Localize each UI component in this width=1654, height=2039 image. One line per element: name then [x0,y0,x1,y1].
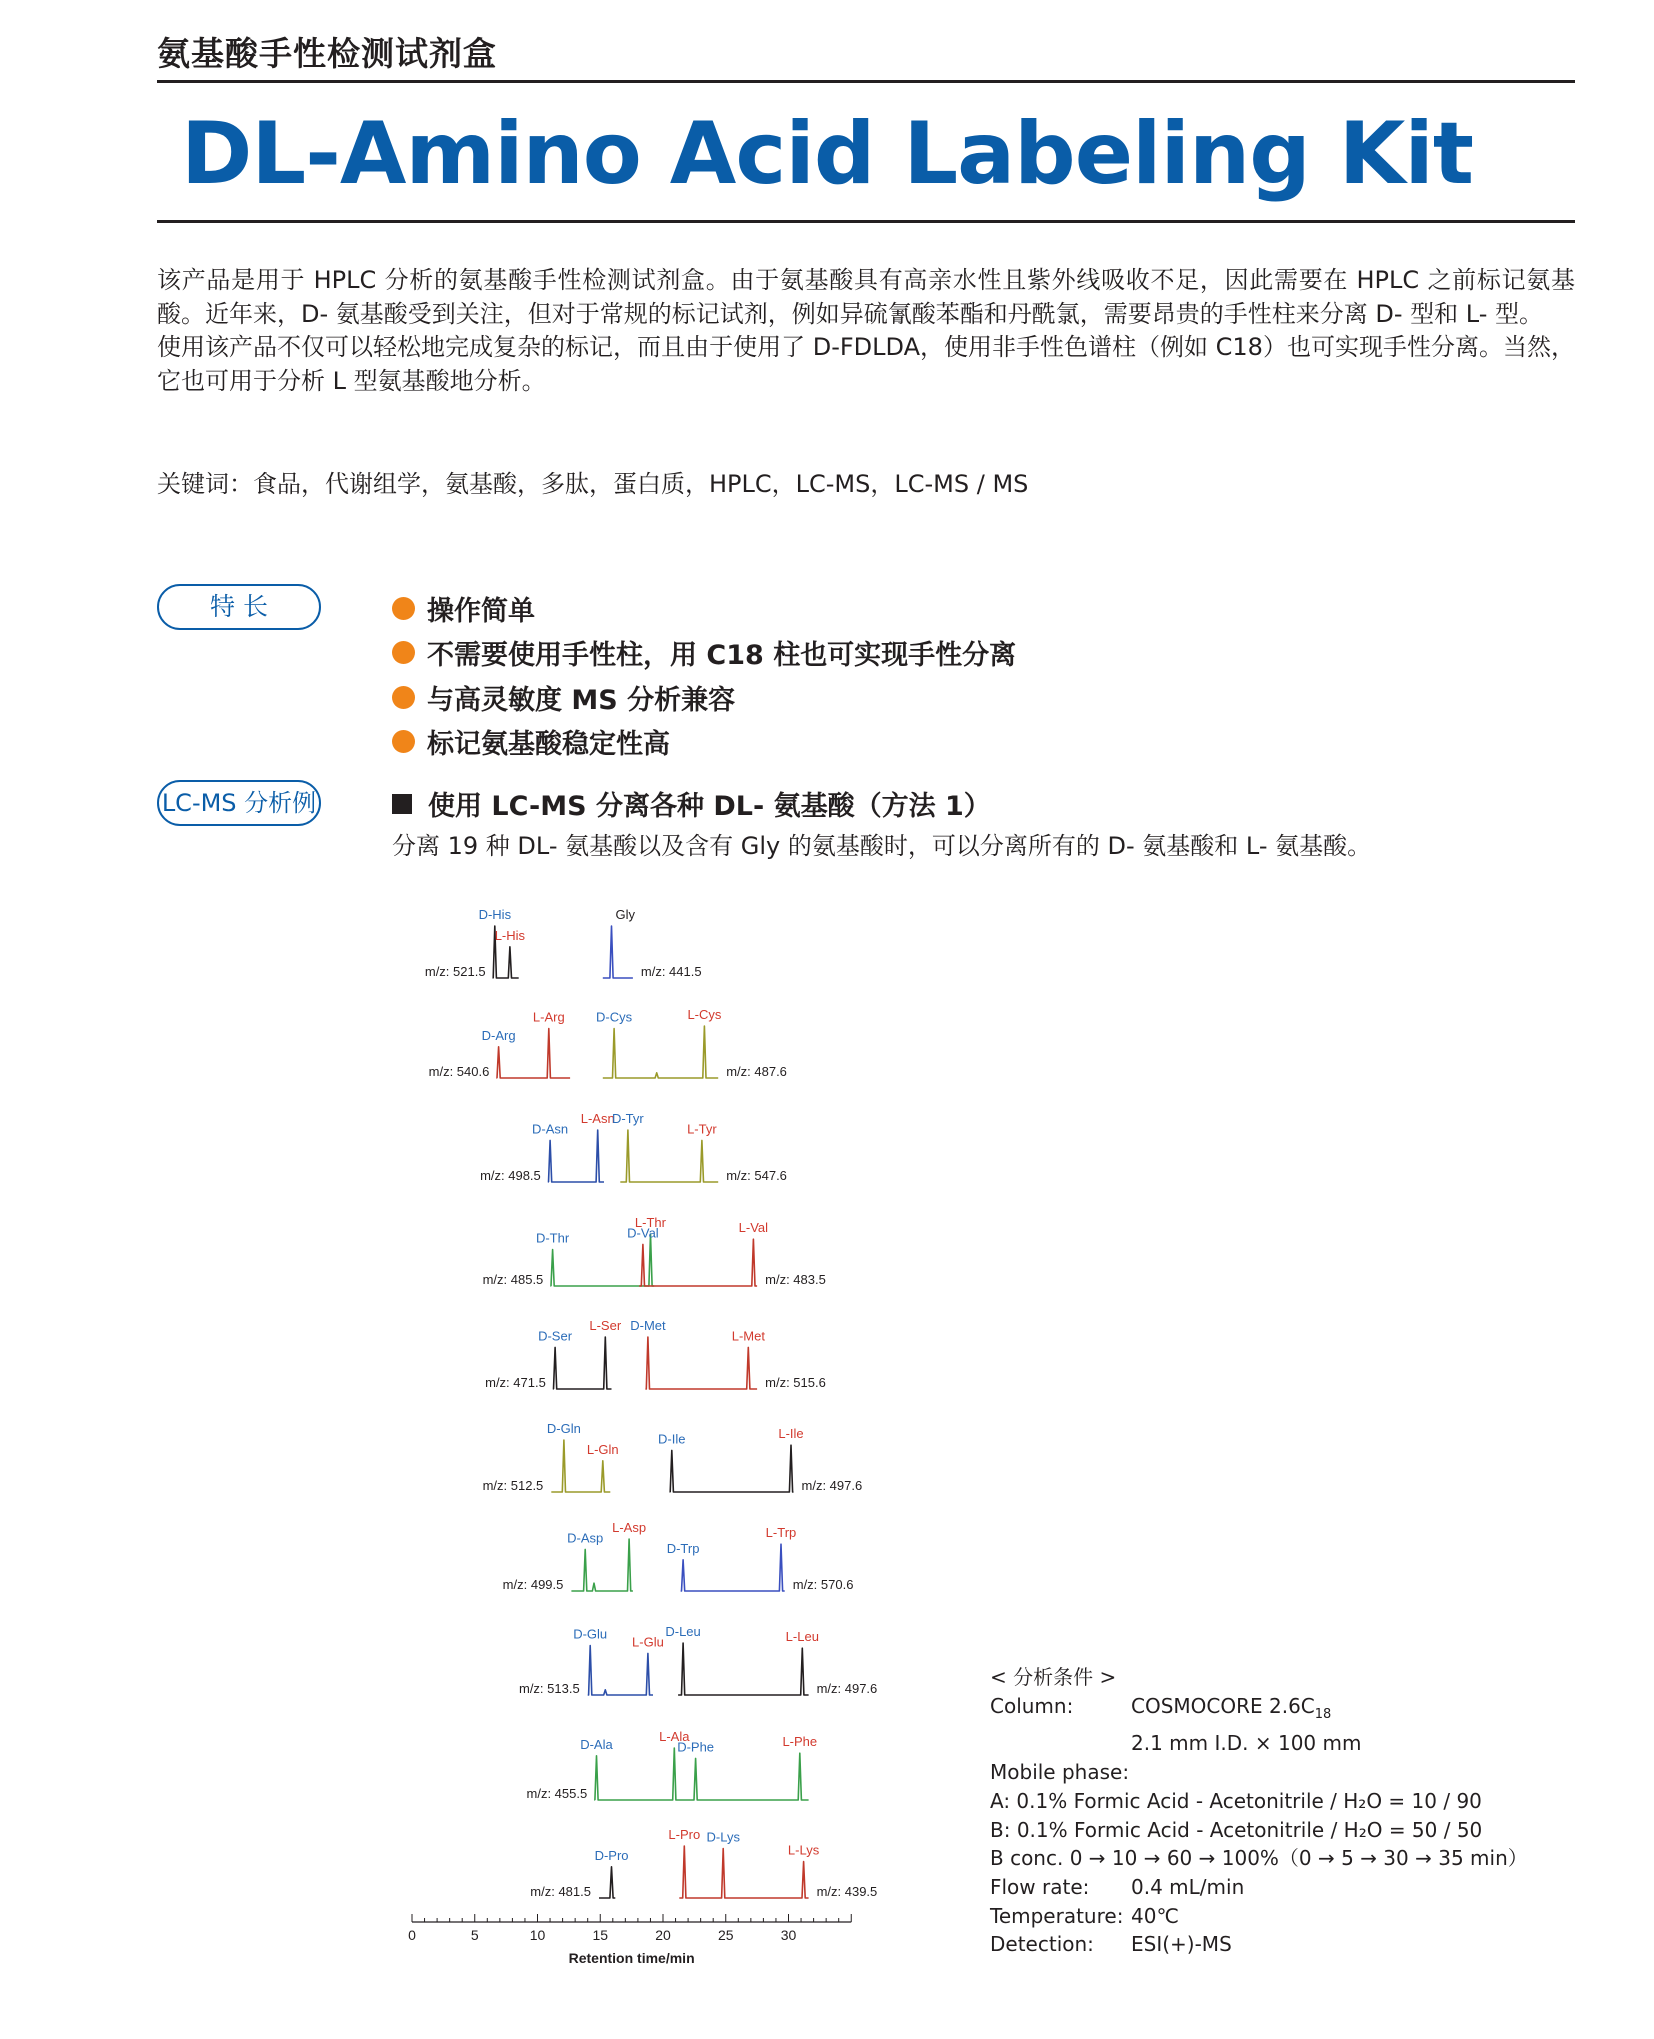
mobile-phase-b: B: 0.1% Formic Acid - Acetonitrile / H₂O = 50 / 50 [990,1817,1483,1842]
x-tick-label: 10 [529,1927,546,1943]
peak-label: D-Asp [567,1530,604,1546]
x-tick-label: 5 [470,1927,479,1943]
x-tick-label: 15 [592,1927,609,1943]
flow-value: 0.4 mL/min [1131,1874,1245,1899]
lcms-heading [392,784,991,823]
mz-label: m/z: 498.5 [480,1168,541,1183]
x-tick-label: 25 [717,1927,734,1943]
chromatogram-trace [588,1646,653,1695]
peak-label: D-Glu [573,1626,608,1642]
keywords: 关键词：食品，代谢组学，氨基酸，多肽，蛋白质，HPLC，LC-MS，LC-MS / MS [157,470,1029,498]
peak-label: D-Cys [596,1009,633,1025]
peak-label: L-Lys [787,1842,820,1858]
mz-label: m/z: 497.6 [801,1478,863,1493]
feature-item [392,675,1016,720]
header-rule [157,80,1575,83]
chromatogram-trace [571,1539,633,1591]
peak-label: Gly [615,907,636,922]
feature-item [392,720,1016,765]
peak-label: L-Pro [668,1827,701,1842]
mz-label: m/z: 485.5 [482,1272,544,1287]
chromatogram-trace [645,1337,757,1389]
feature-item [392,631,1016,676]
peak-label: L-Gln [586,1441,619,1457]
peak-label: L-Thr [634,1215,666,1230]
peak-label: D-Met [630,1318,666,1333]
mz-label: m/z: 547.6 [726,1168,787,1183]
mz-label: m/z: 455.5 [526,1786,588,1801]
chromatogram-trace [670,1445,793,1492]
peak-label: L-Trp [765,1525,797,1541]
peak-label: L-Asn [580,1111,615,1126]
peak-label: D-Trp [666,1540,700,1556]
detection-value: ESI(+)-MS [1131,1932,1232,1957]
intro-text [157,264,1575,398]
mz-label: m/z: 441.5 [640,964,702,979]
mz-label: m/z: 512.5 [482,1478,544,1493]
title-rule [157,220,1575,223]
conditions-title: < 分析条件 > [990,1665,1117,1689]
chromatogram-trace [620,1130,718,1182]
features-list [392,586,1016,764]
mz-label: m/z: 499.5 [502,1577,564,1592]
peak-label: L-Ser [589,1318,622,1333]
mobile-phase-label: Mobile phase: [990,1760,1130,1785]
peak-label: L-Met [731,1328,765,1344]
header-title: 氨基酸手性检测试剂盒 [157,34,497,73]
column-dims: 2.1 mm I.D. × 100 mm [1131,1731,1362,1756]
chromatogram-trace [549,1130,605,1182]
chromatogram-chart [380,895,940,1975]
peak-label: L-Asp [612,1520,647,1535]
lcms-description: 分离 19 种 DL- 氨基酸以及含有 Gly 的氨基酸时，可以分离所有的 D- 氨基酸和 L- 氨基酸。 [392,832,1372,860]
chromatogram-trace [554,1337,612,1389]
mobile-phase-a: A: 0.1% Formic Acid - Acetonitrile / H₂O = 10 / 90 [990,1788,1482,1813]
peak-label: L-Cys [687,1007,722,1022]
peak-label: L-Ile [778,1426,804,1442]
chromatogram-trace [599,1867,615,1898]
mz-label: m/z: 481.5 [530,1884,591,1899]
peak-label: L-Glu [632,1634,664,1650]
features-label: 特 长 [157,584,321,630]
peak-label: D-Gln [546,1421,581,1436]
feature-text: 标记氨基酸稳定性高 [427,729,670,761]
peak-label: D-Val [627,1225,659,1241]
square-bullet-icon [392,794,412,814]
chromatogram-trace [595,1748,809,1800]
feature-item [392,586,1016,631]
peak-label: L-Ala [659,1729,690,1744]
mz-label: m/z: 483.5 [765,1272,826,1287]
mz-label: m/z: 497.6 [816,1681,878,1696]
x-tick-label: 30 [780,1927,797,1943]
mz-label: m/z: 521.5 [424,964,486,979]
x-tick-label: 20 [655,1927,671,1943]
intro-paragraph-2: 使用该产品不仅可以轻松地完成复杂的标记，而且由于使用了 D-FDLDA，使用非手性色谱柱（例如 C18）也可实现手性分离。当然，它也可用于分析 L 型氨基酸地分析。 [157,333,1575,395]
feature-text: 不需要使用手性柱，用 C18 柱也可实现手性分离 [427,640,1017,672]
peak-label: L-Phe [782,1734,818,1750]
peak-label: D-Ser [538,1328,573,1344]
bullet-icon [392,730,415,753]
feature-text: 操作简单 [427,595,535,627]
peak-label: L-Arg [532,1009,565,1025]
flow-label: Flow rate: [990,1874,1090,1899]
detection-label: Detection: [990,1932,1094,1957]
mz-label: m/z: 570.6 [792,1577,854,1592]
peak-label: D-Leu [665,1624,701,1639]
peak-label: L-Leu [785,1629,819,1645]
mz-label: m/z: 540.6 [428,1064,490,1079]
peak-label: D-Tyr [611,1111,644,1126]
bullet-icon [392,641,415,664]
peak-label: D-Ala [580,1736,613,1752]
intro-paragraph-1: 该产品是用于 HPLC 分析的氨基酸手性检测试剂盒。由于氨基酸具有高亲水性且紫外线吸收不足，因此需要在 HPLC 之前标记氨基酸。近年来，D- 氨基酸受到关注，但对于常规的标记试剂，例如异硫氰酸苯酯和丹酰氯，需要昂贵的手性柱来分离 D- 型和 L- 型。 [157,266,1575,328]
mz-label: m/z: 513.5 [518,1681,580,1696]
mz-label: m/z: 515.6 [765,1375,826,1390]
lcms-label: LC-MS 分析例 [157,780,321,826]
peak-label: D-His [478,907,512,922]
chromatogram-trace [639,1239,757,1286]
peak-label: L-His [494,927,526,943]
feature-text: 与高灵敏度 MS 分析兼容 [427,684,736,716]
x-axis-title: Retention time/min [568,1950,695,1966]
peak-label: D-Phe [677,1739,715,1755]
peak-label: D-Lys [706,1829,740,1845]
chromatogram-trace [603,926,633,978]
peak-label: D-Asn [531,1121,569,1137]
peak-label: L-Val [738,1220,769,1236]
mz-label: m/z: 471.5 [485,1375,546,1390]
temperature-value: 40℃ [1131,1903,1179,1928]
mz-label: m/z: 487.6 [726,1064,787,1079]
lcms-heading-text: 使用 LC-MS 分离各种 DL- 氨基酸（方法 1） [428,791,991,822]
peak-label: D-Ile [658,1431,686,1447]
chromatogram-trace [678,1643,809,1695]
peak-label: D-Pro [594,1847,629,1863]
peak-label: D-Thr [535,1230,570,1246]
gradient: B conc. 0 → 10 → 60 → 100%（0 → 5 → 30 → 35 min） [990,1846,1528,1871]
peak-label: D-Arg [481,1027,516,1043]
column-value: COSMOCORE $2.6C_{18}$ [1131,1693,1332,1722]
chromatogram-trace [603,1026,718,1078]
bullet-icon [392,597,415,620]
mz-label: m/z: 439.5 [816,1884,878,1899]
column-label: Column: [990,1693,1074,1718]
product-title: DL-Amino Acid Labeling Kit [181,104,1473,204]
analysis-conditions [990,1663,1528,1959]
x-tick-label: 0 [408,1927,416,1943]
peak-label: L-Tyr [687,1121,717,1137]
bullet-icon [392,686,415,709]
temperature-label: Temperature: [990,1903,1124,1928]
